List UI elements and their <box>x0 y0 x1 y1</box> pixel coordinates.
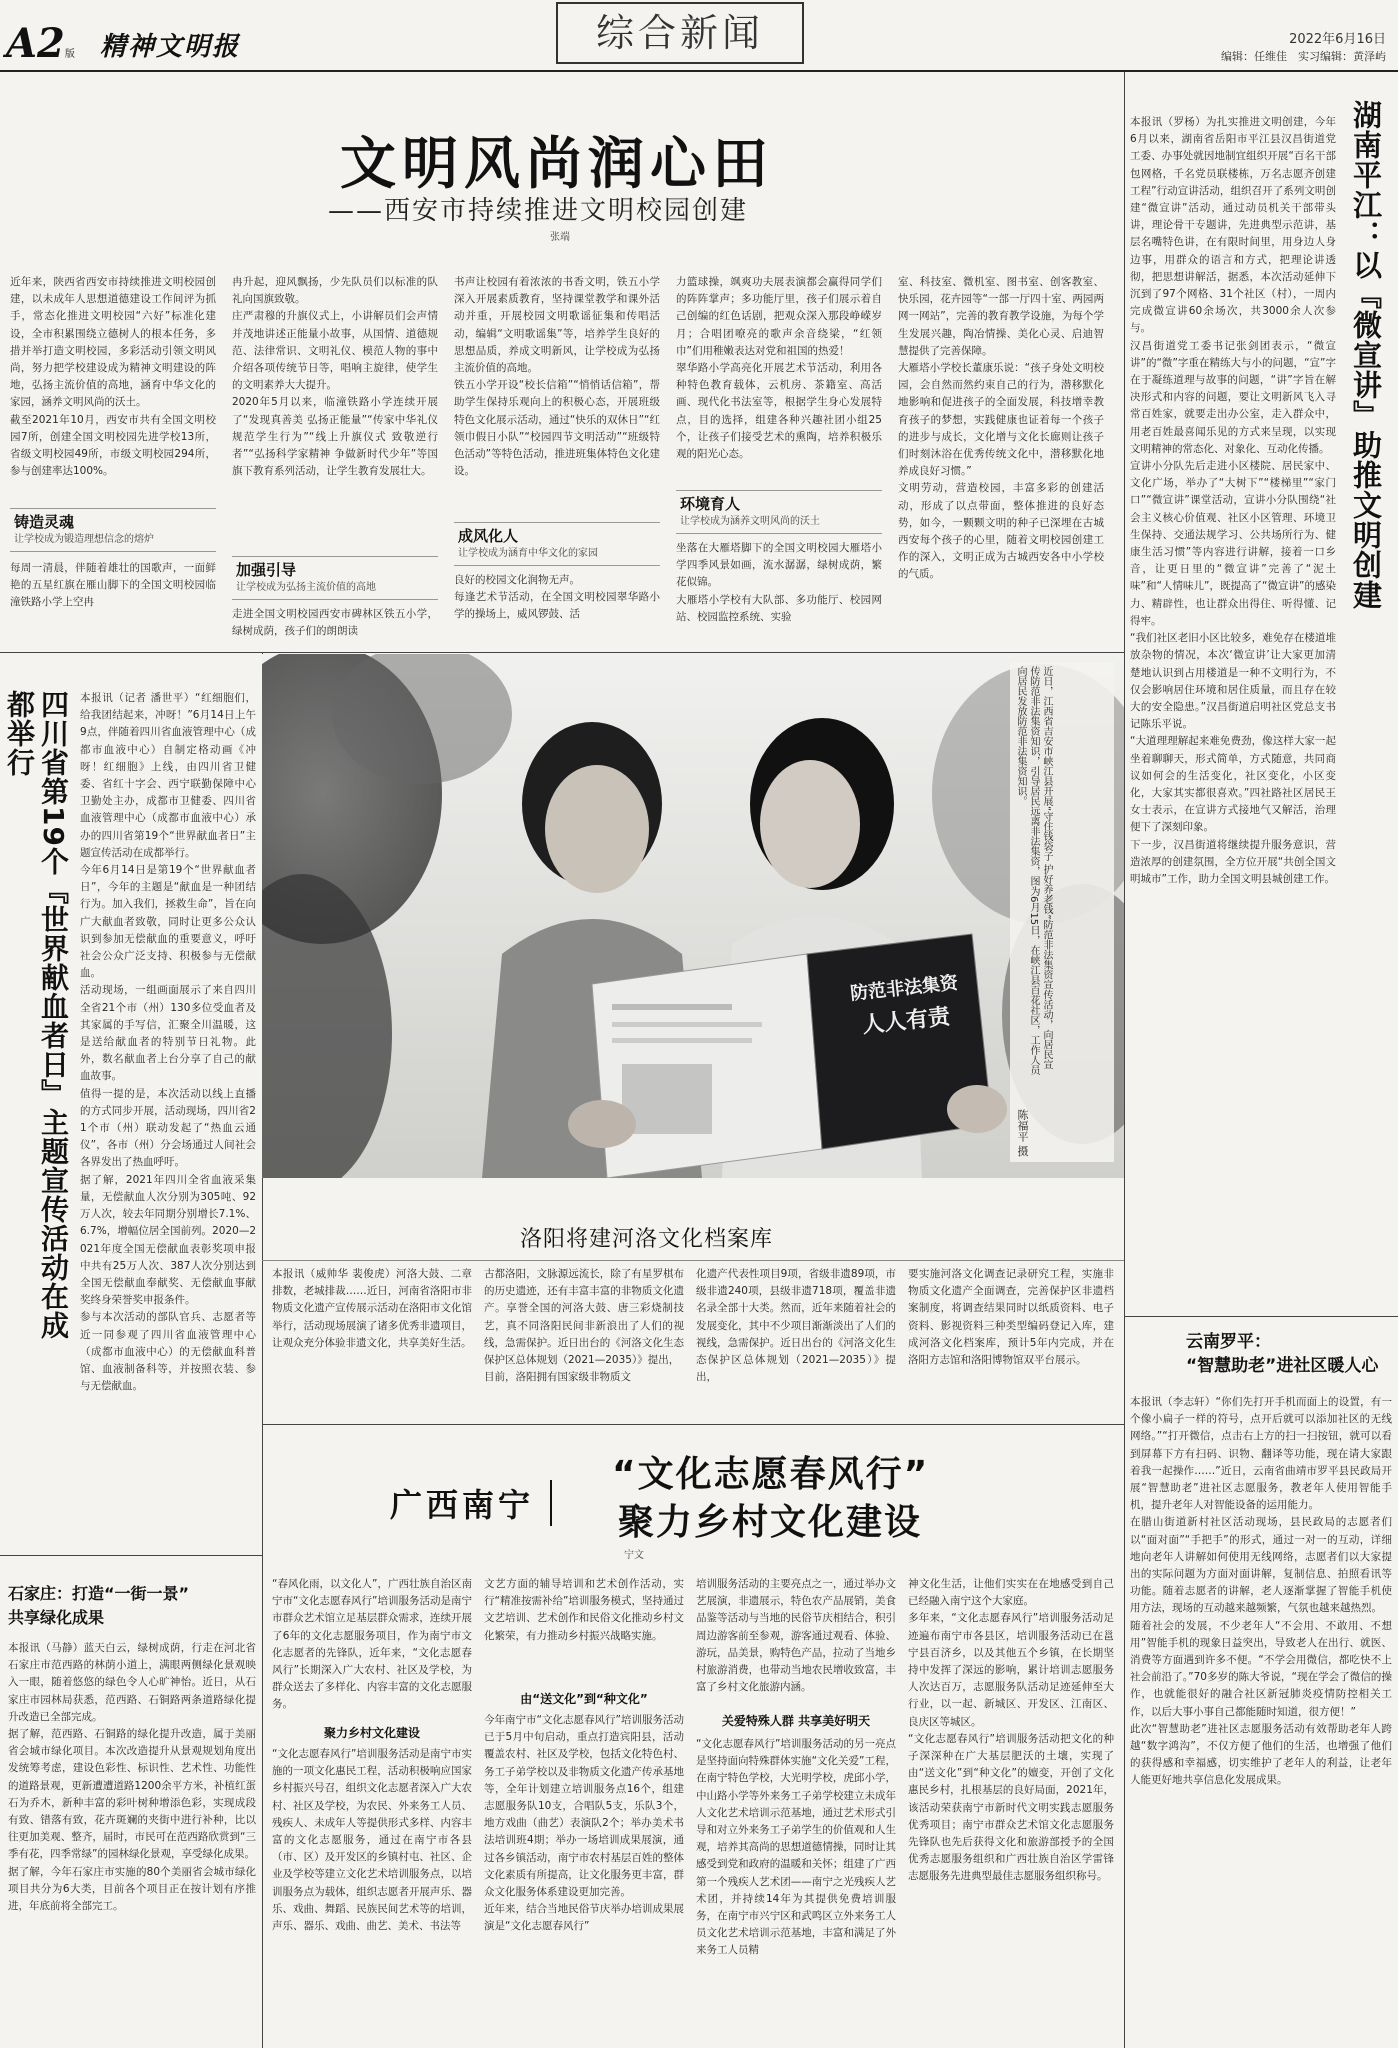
lead-bottom-rule <box>0 652 1124 653</box>
guangxi-col1b: “文化志愿春风行”培训服务活动是南宁市实施的一项文化惠民工程，活动积极响应国家乡村振兴号召，组织文化志愿者深入广大农村、社区及学校，为农民、外来务工人员、残疾人、未成年人等提供形式多样、内容丰富的文化志愿服务，通过在南宁市各县（市、区）及开发区的乡镇村屯、社区、企业及学校等建立文化艺术培训服务点，以培训服务点为载体，组织志愿者开展声乐、器乐、戏曲、舞蹈、民族民间艺术等的培训，声乐、器乐、戏曲、曲艺、美术、书法等 <box>272 1748 472 1933</box>
editors-line: 编辑：任维佳 实习编辑：黄泽屿 <box>1221 50 1386 63</box>
guangxi-title-1: “文化志愿春风行” <box>612 1454 930 1495</box>
shijiazhuang-title: 石家庄：打造“一街一景” 共享绿化成果 <box>8 1584 190 1627</box>
section-title: 综合新闻 <box>595 11 764 55</box>
luoyang-col2: 古都洛阳，文脉源远流长，除了有星罗棋布的历史遗迹，还有丰富丰富的非物质文化遗产。享誉全国的河洛大鼓、唐三彩烧制技艺，真不同洛阳民间非新浪出了人们的视线，急需保护。近日出台的《河洛文化生态保护区总体规划（2021—2035）》提出， 目前，洛阳拥有国家级非物质文 <box>484 1268 684 1384</box>
section-title-box <box>556 2 804 64</box>
guangxi-col1-head: 聚力乡村文化建设 <box>323 1726 420 1740</box>
lead-subhead-2-desc: 让学校成为弘扬主流价值的高地 <box>236 582 376 593</box>
guangxi-col3b: “文化志愿春风行”培训服务活动的另一亮点是坚持面向特殊群体实施“文化关爱”工程，在南宁特色学校，大光明学校，虎邱小学，中山路小学等外来务工子弟学校建立未成年人文化艺术培训示范基地，通过艺术形式引导和对立外来务工子弟学生的价值观和人生观，培养其高尚的思想道德情操，同时让其感受到党和政府的温暖和关怀；组建了广西第一个残疾人艺术团——南宁之光残疾人艺术团，并持续14年为其提供免费培训服务，在南宁市兴宁区和武鸣区立外来务工人员文化艺术培训示范基地，丰富和满足了外来务工人员精 <box>696 1738 896 1957</box>
hunan-text: 本报讯（罗杨）为扎实推进文明创建，今年6月以来，湖南省岳阳市平江县汉昌街道党工委、办事处就因地制宜组织开展“百名干部包网格，千名党员联楼栋，万名志愿齐创建工程”行动宣讲活动，组织召开了系列文明创建“微宣讲”活动，通过动员机关干部带头讲，理论骨干专题讲，先进典型示范讲，基层名嘴特色讲，在有限时间里，用身边人身边事，用群众的语言和方式，把理论讲透彻，把思想讲解活，据悉，本次活动延伸下沉到了97个网格、31个社区（村），一周内完成微宣讲60余场次，共3000余人次参与。 汉昌街道党工委书记张剑团表示，“微宣讲”的“微”字重在精练大与小的问题，“宣”字在于凝练道理与故事的问题，“讲”字旨在解决形式和内容的问题，要让文明新风飞入寻常百姓家，就要走出办公室，走入群众中，用老百姓最喜闻乐见的方式来呈现，以实现文明精神的常态化、对象化、互动化传播。 宣讲小分队先后走进小区楼院、居民家中、文化广场，举办了“大树下”“楼梯里”“家门口”“微宣讲”课堂活动，宣讲小分队围绕“社会主义核心价值观、社区小区管理、环境卫生保持、交通法规学习、公共场所行为、健康生活习惯”等内容进行讲解，接着一口乡音，让更日里的“微宣讲”完善了“泥土味”和“人情味儿”，既提高了“微宣讲”的感染力、精辟性，也让群众出得住、听得懂、记得牢。 “我们社区老旧小区比较多，难免存在楼道堆放杂物的情况，本次‘微宣讲’让大家更加清楚地认识到占用楼道是一种不文明行为，不仅会影响居住环境和居住质量，而且存在较大的安全隐患。”汉昌街道启明社区党总支书记陈乐平说。 “大道理理解起来难免费劲，像这样大家一起坐着聊聊天，形式简单，方式随意，共同商议如何会的生活变化，社区变化，小区变化，大家其实都很喜欢。”四社路社区居民王女士表示，在宣讲方式接地气又解活，治理便下了深刻印象。 下一步，汉昌街道将继续提升服务意识，营造浓厚的创建氛围，全方位开展“共创全国文明城市”工作，助力全国文明县城创建工作。 <box>1130 116 1336 885</box>
guangxi-col1: “春风化雨，以文化人”，广西壮族自治区南宁市“文化志愿春风行”培训服务活动是南宁市群众艺术馆立足基层群众需求，连续开展了6年的文化志愿服务项目，作为南宁市文化志愿者的先锋队，近年来，“文化志愿春风行”长期深入广大农村、社区及学校，为群众送去了多样化、内容丰富的文化志愿服务。 <box>272 1578 472 1711</box>
hunan-title: 湖南平江：以『微宣讲』助推文明创建 <box>1349 100 1383 610</box>
lead-subhead-3-desc: 让学校成为涵育中华文化的家园 <box>458 548 598 559</box>
guangxi-col4: 神文化生活，让他们实实在在地感受到自己已经融入南宁这个大家庭。 多年来，“文化志愿春风行”培训服务活动足迹遍布南宁市各县区，培训服务活动已在邕宁县百济乡，以及其他五个乡镇，在长期坚持中发挥了深远的影响，累计培训志愿服务人次达百万，志愿服务队活动足迹延伸至大行业，以一起、新城区、开发区、江南区、良庆区等城区。 “文化志愿春风行”培训服务活动把文化的种子深深种在广大基层肥沃的土壤，实现了由“送文化”到“种文化”的嬗变，开创了文化惠民乡村，扎根基层的良好局面，2021年，该活动荣获南宁市新时代文明实践志愿服务优秀项目；南宁市群众艺术馆文化志愿服务先锋队也先后获得文化和旅游部授予的全国优秀志愿服务组织和广西壮族自治区学雷锋志愿服务先进典型最佳志愿服务组织称号。 <box>908 1578 1114 1883</box>
lead-subhead-4-desc: 让学校成为涵养文明风尚的沃土 <box>680 516 820 527</box>
guangxi-col2-head: 由“送文化”到“种文化” <box>520 1692 648 1706</box>
guangxi-col2: 文艺方面的辅导培训和艺术创作活动，实行“精准按需补给”培训服务模式，坚持通过文艺培训、艺术创作和民俗文化推动乡村文化繁荣，有力推动乡村振兴战略实施。 <box>484 1578 684 1642</box>
news-photo <box>262 654 1124 1178</box>
sichuan-title: 四川省第19个『世界献血者日』主题宣传活动在成都举行 <box>3 690 70 1340</box>
lead-subhead-2-title: 加强引导 <box>236 561 297 579</box>
lead-subhead-1-desc: 让学校成为锻造理想信念的熔炉 <box>14 534 154 545</box>
right-column-rule <box>1124 72 1125 2048</box>
photo-caption <box>1010 662 1114 1162</box>
lead-col1: 近年来，陕西省西安市持续推进文明校园创建，以未成年人思想道德建设工作间评为抓手，常态化推进文明校园“六好”标准化建设，全市积累围绕立德树人的根本任务，多措并举打造文明校园，多彩活动引领文明风尚，努力把学校建设成为精神文明建设的阵地，弘扬主流价值的高地，涵育中华文化的家园，涵养文明风尚的沃土。 截至2021年10月，西安市共有全国文明校园7所，创建全国文明校园先进学校13所，省级文明校园49所，市级文明校园294所，参与创建率达100%。 <box>10 276 216 478</box>
lead-subtitle: ——西安市持续推进文明校园创建 <box>328 196 749 226</box>
luoyang-title: 洛阳将建河洛文化档案库 <box>520 1227 774 1252</box>
luoyang-rule <box>262 1260 1124 1261</box>
guangxi-col2b: 今年南宁市“文化志愿春风行”培训服务活动已于5月中旬启动，重点打造宾阳县，活动覆盖农村、社区及学校，包括文化特色村、务工子弟学校以及非物质文化遗产传承基地等，全年计划建立培训服务点16个，组建志愿服务队10支，合唱队5支，乐队3个，地方戏曲（曲艺）表演队2个；举办美术书法培训班4期；举办一场培训成果展演，通过各乡镇活动，南宁市农村基层百姓的整体文化素质有所提高，让文化服务更丰富，群众文化服务体系建设更加完善。 近年来，结合当地民俗节庆举办培训成果展演是“文化志愿春风行” <box>484 1714 684 1933</box>
shijiazhuang-text: 本报讯（马静）蓝天白云，绿树成荫，行走在河北省石家庄市范西路的林荫小道上，满眼两侧绿化景观映入一眼，随着悠悠的绿色令人心旷神怡。近日，从石家庄市园林局获悉，范西路、石铜路两条道路绿化提升改造已全部完成。 据了解，范西路、石铜路的绿化提升改造，属于美丽省会城市绿化项目。本次改造提升从景观规划角度出发统筹考虑，建设色彩性、标识性、艺术性、功能性的道路景观，更新遭遭道路1200余平方米，补植红蛋石为乔木，新种丰富的彩叶树种增添色彩，实现成段有致、错落有致，花卉斑斓的夹街中进行补种，比以往更加美观、整齐，届时，市民可在范西路欣赏到“三季有花，四季常绿”的园林绿化景观，享受绿化成果。 据了解，今年石家庄市实施的80个美丽省会城市绿化项目共分为6大类，目前各个项目正在按计划有序推进，年底前将全部完工。 <box>8 1642 256 1913</box>
lead-col4b: 坐落在大雁塔脚下的全国文明校园大雁塔小学四季风景如画，流水潺潺，绿树成荫，繁花似锦。 大雁塔小学校有大队部、多功能厅、校园网站、校园监控系统、实验 <box>676 542 882 623</box>
masthead-logo: 精神文明报 <box>100 32 241 62</box>
photo-caption-text: 近日，江西省吉安市峡江县开展“守住钱袋子 护好养老钱”防范非法集资宣传活动，向居民宣传防范非法集资知识，引导居民远离非法集资，图为6月15日，在峡江县百花社区，工作人员向居民发放防范非法集资知识。 <box>1015 666 1052 1076</box>
photo-credit: 陈福平 摄 <box>1016 1108 1029 1156</box>
lead-subhead-3-title: 成风化人 <box>458 527 519 545</box>
lead-col2: 冉升起，迎风飘扬，少先队员们以标准的队礼向国旗致敬。 庄严肃穆的升旗仪式上，小讲解员们会声情并茂地讲述正能量小故事，从国情、道德规范、法律常识、文明礼仪、模范人物的事中介绍各项传统节日等，唱响主旋律，使学生的文明素养大大提升。 2020年5月以来，临潼铁路小学连续开展了“发现真善美 弘扬正能量”“传家中华礼仪 规范学生行为”“线上升旗仪式 致敬逆行者”“弘扬科学家精神 争做新时代少年”等国旗下教育系列活动，让学生教育发展壮大。 <box>232 276 438 478</box>
page-number-text: A2 <box>6 20 65 67</box>
lead-col3b: 良好的校园文化润物无声。 每逢艺术节活动，在全国文明校园翠华路小学的操场上，威风锣鼓、活 <box>454 574 660 621</box>
page-suffix: 版 <box>64 49 75 60</box>
lead-col5: 室、科技室、微机室、图书室、创客教室、快乐园，花卉园等“一部一厅四十室、两园两网一网站”，完善的教育教学设施，为每个学生发展兴趣，陶冶情操、美化心灵、启迪智慧提供了完善保障。 大雁塔小学校长董康乐说：“孩子身处文明校园，会自然而然约束自己的行为，潜移默化地影响和促进孩子的全面发展，科技增幸教育孩子的梦想，实践健康也证着每一个孩子的进步与成长，文化增与文化长廊则让孩子们时刻沐浴在优秀传统文化中，潜移默化地养成良好习惯。” 文明劳动，营造校园，丰富多彩的创建活动，形成了以点带面，整体推进的良好态势，如今，一颗颗文明的种子已深埋在古城西安每个孩子的心里，随着文明校园创建工作的深入，文明正成为古城西安各中小学校的气质。 <box>898 276 1104 581</box>
yunnan-title: 云南罗平： “智慧助老”进社区暖人心 <box>1186 1332 1379 1376</box>
brochure-text-2: 人人有责 <box>861 1004 952 1039</box>
luoyang-col4: 要实施河洛文化调查记录研究工程，实施非物质文化遗产全面调查，完善保护区非遗档案制度，将调查结果同时以纸质资料、电子资料、影视资料三种类型编码登记入库，建成河洛文化档案库，预计5年内完成，并在洛阳方志馆和洛阳博物馆双平台展示。 <box>908 1268 1114 1367</box>
lead-col2b: 走进全国文明校园西安市碑林区铁五小学，绿树成荫，孩子们的朗朗读 <box>232 608 438 638</box>
page-number <box>6 20 75 67</box>
guangxi-title-2: 聚力乡村文化建设 <box>618 1502 923 1543</box>
lead-subhead-4 <box>676 490 882 534</box>
lead-author: 张端 <box>550 232 570 243</box>
lead-subhead-1 <box>10 508 216 552</box>
lead-col1b: 每周一清晨，伴随着雄壮的国歌声，一面鲜艳的五星红旗在雁山脚下的全国文明校园临潼铁路小学上空冉 <box>10 562 216 609</box>
guangxi-col3: 培训服务活动的主要亮点之一，通过举办文艺展演，非遗展示，特色农产品展销，美食品鉴等活动与当地的民俗节庆相结合，积引周边游客前至参观，游客通过观看、体验、游玩，品美景，购特色产品，拉动了当地乡村旅游消费，也带动当地农民增收致富，丰富了乡村文化旅游内涵。 <box>696 1578 896 1694</box>
guangxi-col3-head: 关爱特殊人群 共享美好明天 <box>721 1714 871 1728</box>
lead-subhead-3 <box>454 522 660 566</box>
brochure-text-1: 防范非法集资 <box>849 972 959 1005</box>
lead-col3: 书声让校园有着浓浓的书香文明，铁五小学深入开展素质教育，坚持课堂教学和课外活动并重，开展校园文明歌谣征集和传唱活动，编辑“文明歌谣集”等，培养学生良好的思想品质，养成文明新风，让学校成为弘扬主流价值的高地。 铁五小学开设“校长信箱”“悄悄话信箱”，帮助学生保持乐观向上的积极心态，开展班级特色文化展示活动，通过“快乐的双休日”“红领巾假日小队”“校园四节文明活动”“班级特色活动”等特色活动，推进班集体特色文化建设。 <box>454 276 660 478</box>
lead-subhead-4-title: 环境育人 <box>680 495 741 513</box>
luoyang-col3: 化遗产代表性项目9项，省级非遗89项，市级非遗240项，县级非遗718项，覆盖非遗名录全部十大类。然而，近年来随着社会的发展变化，其中不少项目渐渐淡出了人们的视线，急需保护。近日出台的《河洛文化生态保护区总体规划（2021—2035）》提出， <box>696 1268 896 1384</box>
lead-col4: 力篮球操，飒爽功夫展表演都会赢得同学们的阵阵掌声；多功能厅里，孩子们展示着自己创编的红色话剧，把观众深入那段峥嵘岁月；合唱团嘹亮的歌声余音绕梁，“红领巾”们用稚嫩表达对党和祖国的热爱！ 翠华路小学高亮化开展艺术节活动，利用各种特色教育载体，云机房、茶籍室、高活画、现代化书法室等，根据学生身心发展特点，目的选择，组建各种兴趣社团小组25个，让孩子们接受艺术的熏陶，培养积极乐观的阳光心态。 <box>676 276 882 461</box>
page-header <box>0 0 1398 68</box>
lead-subhead-2 <box>232 556 438 600</box>
photo-illustration <box>262 654 1124 1178</box>
lead-subhead-1-title: 铸造灵魂 <box>14 513 75 531</box>
luoyang-col1: 本报讯（威帅华 裴俊虎）河洛大鼓、二章排数，老城排裁……近日，河南省洛阳市非物质文化遗产宣传展示活动在洛阳市文化馆举行，活动现场展演了诸多优秀非遗项目，让观众充分体验非遗文化，共享美好生活。 <box>272 1268 472 1349</box>
guangxi-label: 广西南宁 <box>390 1480 552 1526</box>
yunnan-text: 本报讯（李志轩）“你们先打开手机而面上的设置，有一个像小扁子一样的符号，点开后就可以添加社区的无线网络。”“打开微信，点击右上方的扫一扫按钮，就可以看到屏幕下方有扫码、识物、翻译等功能，现在请大家跟着我一起操作……”近日，云南省曲靖市罗平县民政局开展“智慧助老”进社区志愿服务，教老年人使用智能手机，提升老年人对智能设备的运用能力。 在腊山街道新村社区活动现场，县民政局的志愿者们以“面对面”“手把手”的形式，通过一对一的互动，详细地向老年人讲解如何使用无线网络，志愿者们以大家提出的实际问题为方面对面讲解，复制信息、拍照看讯等功能。随着志愿者的讲解，老人逐渐掌握了智能手机使用方法，现场的互动越来越频繁，气氛也越来越热烈。 随着社会的发展，不少老年人“不会用、不敢用、不想用”智能手机的现象日益突出，导致老人在出行、就医、消费等方面遇到许多不便。“不学会用微信，都吃快不上社会前沿了。”70多岁的陈大爷说，“现在学会了微信的操作，也就能很好的融合社区新冠肺炎疫情防控相关工作，以后大事小事自己都能随时知道，很方便！” 此次“智慧助老”进社区志愿服务活动有效帮助老年人跨越“数字鸿沟”，不仅方便了他们的生活，也增强了他们的获得感和幸福感，切实维护了老年人的利益，让老年人能更好地共享信息化发展成果。 <box>1130 1396 1392 1787</box>
issue-date: 2022年6月16日 <box>1289 32 1386 47</box>
hunan-bottom-rule <box>1124 1316 1398 1317</box>
sichuan-bottom-rule <box>0 1555 262 1556</box>
header-rule <box>0 70 1398 72</box>
sichuan-text: 本报讯（记者 潘世平）“红细胞们，给我团结起来，冲呀！”6月14日上午9点，伴随着四川省血液管理中心（成都市血液中心）自制定格动画《冲呀！红细胞》上线，由四川省卫健委、省红十字会、西宁联勤保障中心卫勤处主办，成都市卫健委、四川省血液管理中心（成都市血液中心）承办的四川省第19个“世界献血者日”主题宣传活动在成都举行。 今年6月14日是第19个“世界献血者日”，今年的主题是“献血是一种团结行为。加入我们，拯救生命”，旨在向广大献血者致敬，同时让更多公众认识到参加无偿献血的重要意义，呼吁社会公众广泛支持、积极参与无偿献血。 活动现场，一组画面展示了来自四川全省21个市（州）130多位受血者及其家属的手写信，汇聚全川温暖，这是送给献血者的特别节日礼物。此外，数名献血者上台分享了自己的献血故事。 值得一提的是，本次活动以线上直播的方式同步开展，活动现场，四川省21个市（州）联动发起了“热血云通仪”，各市（州）分会场通过人间社会各界发出了热血呼吁。 据了解，2021年四川全省血液采集量，无偿献血人次分别为305吨、92万人次，较去年同期分别增长7.1%、6.7%，增幅位居全国前列。2020—2021年度全国无偿献血表彰奖项申报中共有25万人次、387人次分别达到全国无偿献血奉献奖、无偿献血事献奖终身荣誉奖申报条件。 参与本次活动的部队官兵、志愿者等近一同参观了四川省血液管理中心（成都市血液中心）的无偿献血科普馆、血液制备科等，并按照衣装、参与无偿献血。 <box>80 692 256 1393</box>
luoyang-bottom-rule <box>262 1424 1124 1425</box>
lead-title: 文明风尚润心田 <box>340 132 774 197</box>
guangxi-author: 宁文 <box>624 1550 644 1561</box>
